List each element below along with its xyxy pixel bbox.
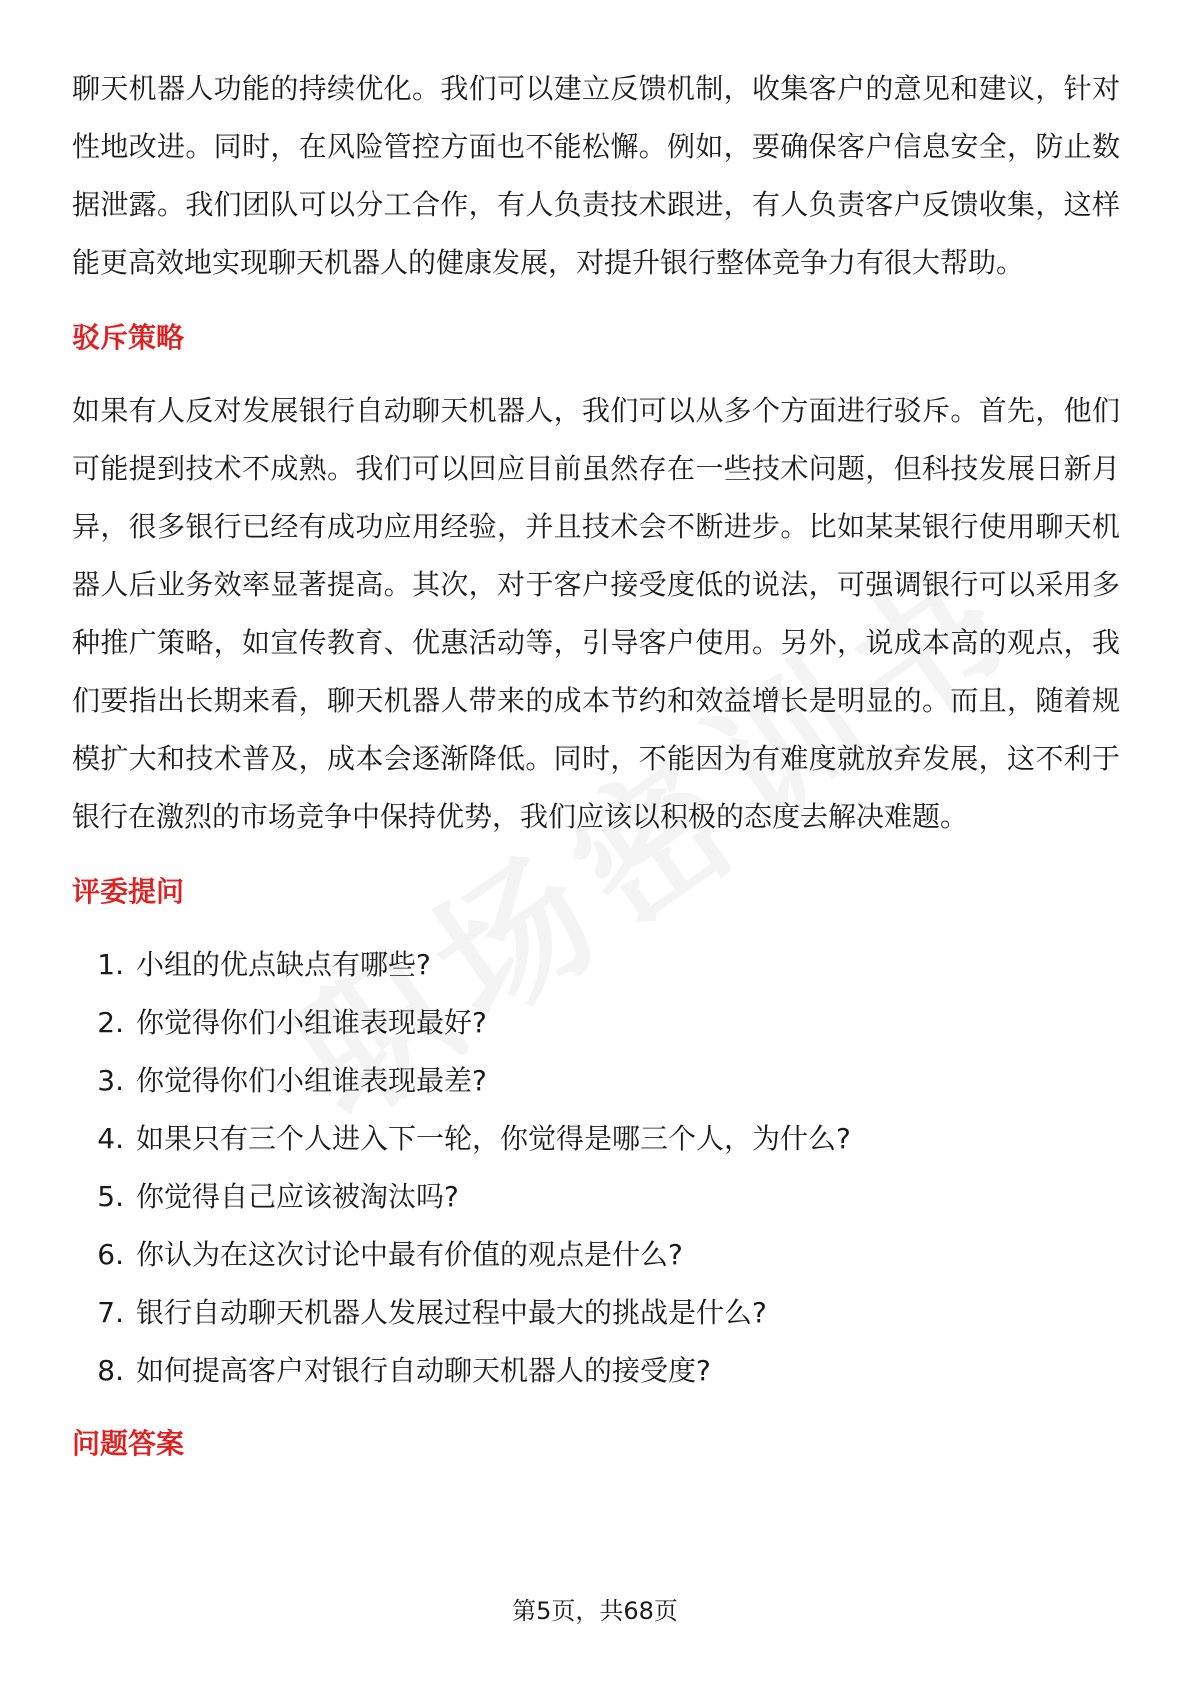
list-item-number: 1. xyxy=(97,948,124,981)
list-item xyxy=(72,1052,1120,1110)
section-heading-answers: 问题答案 xyxy=(72,1427,185,1460)
list-item-number: 4. xyxy=(97,1122,124,1155)
page-footer xyxy=(0,1596,1190,1626)
list-item-text: 你认为在这次讨论中最有价值的观点是什么? xyxy=(136,1238,683,1271)
list-item-number: 8. xyxy=(97,1354,124,1387)
list-item-text: 你觉得你们小组谁表现最好? xyxy=(136,1006,487,1039)
list-item xyxy=(72,1284,1120,1342)
list-item-number: 6. xyxy=(97,1238,124,1271)
rebuttal-paragraph: 如果有人反对发展银行自动聊天机器人，我们可以从多个方面进行驳斥。首先，他们可能提到技术不成熟。我们可以回应目前虽然存在一些技术问题，但科技发展日新月异，很多银行已经有成功应用经验，并且技术会不断进步。比如某某银行使用聊天机器人后业务效率显著提高。其次，对于客户接受度低的说法，可强调银行可以采用多种推广策略，如宣传教育、优惠活动等，引导客户使用。另外，说成本高的观点，我们要指出长期来看，聊天机器人带来的成本节约和效益增长是明显的。而且，随着规模扩大和技术普及，成本会逐渐降低。同时，不能因为有难度就放弃发展，这不利于银行在激烈的市场竞争中保持优势，我们应该以积极的态度去解决难题。 xyxy=(72,394,1120,833)
list-item-text: 银行自动聊天机器人发展过程中最大的挑战是什么? xyxy=(136,1296,767,1329)
list-item-text: 如何提高客户对银行自动聊天机器人的接受度? xyxy=(136,1354,711,1387)
section-heading-rebuttal: 驳斥策略 xyxy=(72,321,185,354)
list-item xyxy=(72,994,1120,1052)
list-item-text: 你觉得你们小组谁表现最差? xyxy=(136,1064,487,1097)
intro-paragraph: 聊天机器人功能的持续优化。我们可以建立反馈机制，收集客户的意见和建议，针对性地改进。同时，在风险管控方面也不能松懈。例如，要确保客户信息安全，防止数据泄露。我们团队可以分工合作，有人负责技术跟进，有人负责客户反馈收集，这样能更高效地实现聊天机器人的健康发展，对提升银行整体竞争力有很大帮助。 xyxy=(72,72,1120,279)
list-item xyxy=(72,1110,1120,1168)
list-item-number: 3. xyxy=(97,1064,124,1097)
list-item-number: 5. xyxy=(97,1180,124,1213)
list-item-text: 如果只有三个人进入下一轮，你觉得是哪三个人，为什么? xyxy=(136,1122,851,1155)
document-body xyxy=(72,60,1120,1464)
list-item xyxy=(72,1342,1120,1400)
list-item xyxy=(72,1168,1120,1226)
list-item xyxy=(72,1226,1120,1284)
question-list xyxy=(72,936,1120,1400)
list-item-text: 小组的优点缺点有哪些? xyxy=(136,948,431,981)
list-item xyxy=(72,936,1120,994)
section-heading-questions: 评委提问 xyxy=(72,875,185,908)
list-item-number: 7. xyxy=(97,1296,124,1329)
list-item-text: 你觉得自己应该被淘汰吗? xyxy=(136,1180,459,1213)
page-number: 第5页，共68页 xyxy=(512,1597,678,1625)
list-item-number: 2. xyxy=(97,1006,124,1039)
